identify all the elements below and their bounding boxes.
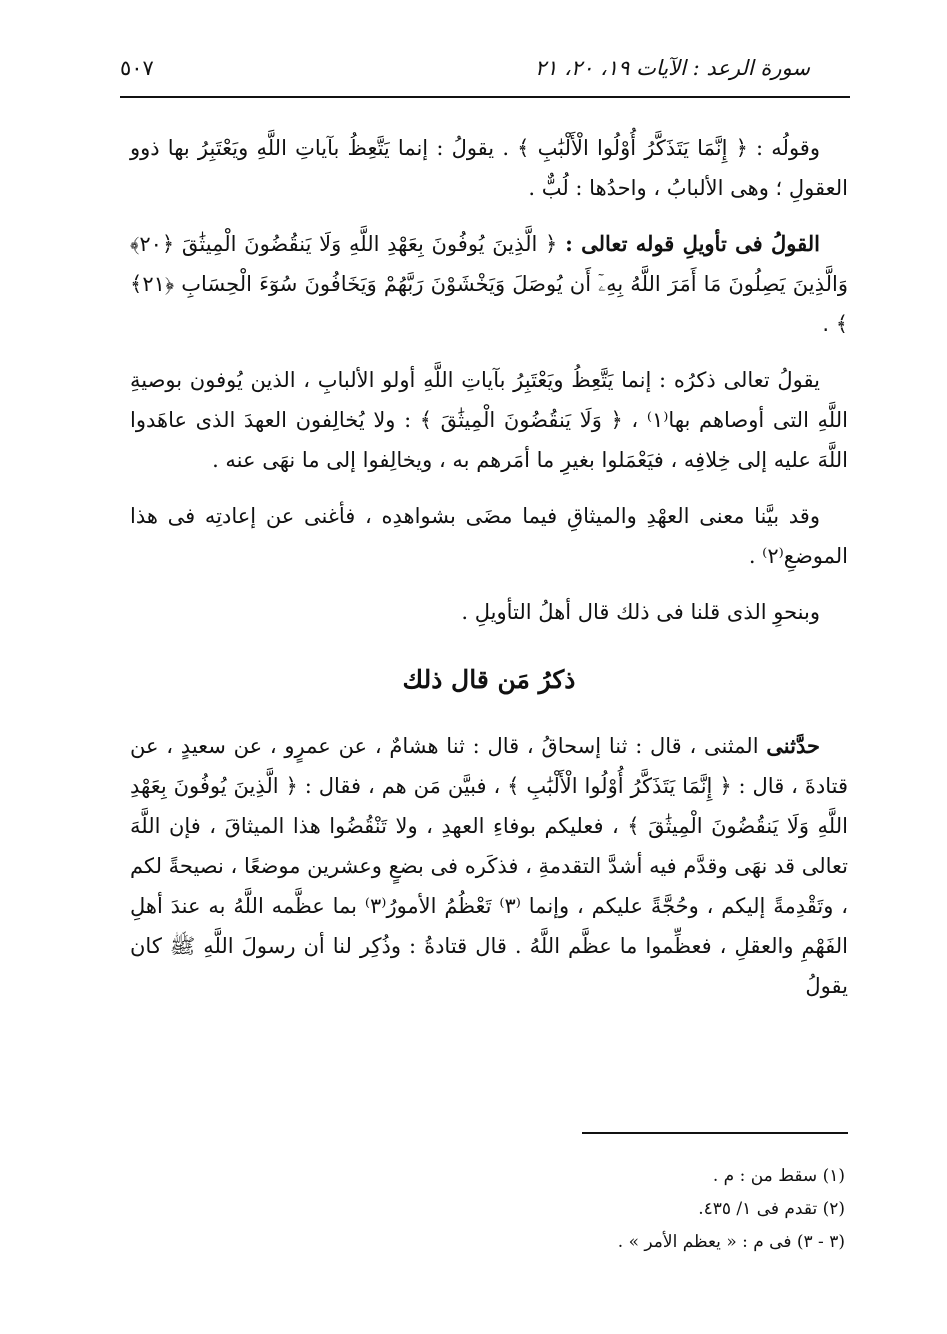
footnote-rule [582,1132,848,1134]
paragraph-4: وقد بيَّنا معنى العهْدِ والميثاقِ فيما مضَى بشواهدِه ، فأغنى عن إعادتِه فى هذا الموضعِ⁽٢⁾ . [130,504,848,568]
section-title: ذكرُ مَن قال ذلك [402,665,576,694]
page-number: ٥٠٧ [120,56,154,80]
header-rule [120,96,850,98]
paragraph-2 [130,224,848,344]
running-header [120,50,850,90]
footnotes [500,1160,845,1259]
paragraph-6-text: المثنى ، قال : ثنا إسحاقُ ، قال : ثنا هشامٌ ، عن عمرٍو ، عن سعيدٍ ، عن قتادةَ ، قال : ﴿ إِنَّمَا يَتَذَكَّرُ أُوْلُوا الْأَلْبَٰبِ ﴾ ، فبيَّن مَن هم ، فقال : ﴿ الَّذِينَ يُوفُونَ بِعَهْدِ اللَّهِ وَلَا يَنقُضُونَ الْمِيثَٰقَ ﴾ ، فعليكم بوفاءِ العهدِ ، ولا تَنْقُضُوا هذا الميثاقَ ، فإن اللَّهَ تعالى قد نهَى وقدَّم فيه أشدَّ التقدمةِ ، فذكَره فى بضعٍ وعشرين موضعًا ، نصيحةً لكم ، وتَقْدِمةً إليكم ، وحُجَّةً عليكم ، وإنما ⁽٣⁾ تَعْظُمُ الأمورُ⁽٣⁾ بما عظَّمه اللَّهُ به عندَ أهلِ الفَهْمِ والعقلِ ، فعظِّموا ما عظَّم اللَّهُ . قال قتادةُ : وذُكِر لنا أن رسولَ اللَّهِ ﷺ كان يقولُ [130,734,848,998]
header-title: سورة الرعد : الآيات ١٩، ٢٠، ٢١ [534,56,810,80]
paragraph-5: وبنحوِ الذى قلنا فى ذلك قال أهلُ التأويلِ . [461,600,820,624]
footnote-1: (١) سقط من : م . [712,1166,845,1186]
paragraph-6-lead: حدَّثنى [766,733,820,758]
paragraph-3: يقولُ تعالى ذكرُه : إنما يَتَّعِظُ ويَعْتَبِرُ بآياتِ اللَّهِ أولو الألبابِ ، الذين يُوفون بوصيةِ اللَّهِ التى أوصاهم بها⁽١⁾ ، ﴿ وَلَا يَنقُضُونَ الْمِيثَٰقَ ﴾ : ولا يُخالِفون العهدَ الذى عاهَدوا اللَّهَ عليه إلى خِلافِه ، فيَعْمَلوا بغيرِ ما أمَرهم به ، ويخالِفوا إلى ما نهَى عنه . [130,368,848,472]
footnote-2: (٢) تقدم فى ١/ ٤٣٥. [698,1199,845,1219]
paragraph-2-lead: القولُ فى تأويلِ قوله تعالى : [565,231,821,256]
paragraph-1: وقولُه : ﴿ إِنَّمَا يَتَذَكَّرُ أُوْلُوا الْأَلْبَٰبِ ﴾ . يقولُ : إنما يَتَّعِظُ بآياتِ اللَّهِ ويَعْتَبِرُ بها ذوو العقولِ ؛ وهى الألبابُ ، واحدُها : لُبٌّ . [130,136,848,200]
main-text [130,128,848,1022]
footnote-3: (٣ - ٣) فى م : « يعظم الأمر » . [617,1232,845,1252]
quran-verse: ﴿ الَّذِينَ يُوفُونَ بِعَهْدِ اللَّهِ وَلَا يَنقُضُونَ الْمِيثَٰقَ ﴿٢٠﴾ وَالَّذِينَ يَصِلُونَ مَا أَمَرَ اللَّهُ بِهِۦٓ أَن يُوصَلَ وَيَخْشَوْنَ رَبَّهُمْ وَيَخَافُونَ سُوٓءَ الْحِسَابِ ﴿٢١﴾ ﴾ . [130,232,848,336]
paragraph-6 [130,726,848,1006]
